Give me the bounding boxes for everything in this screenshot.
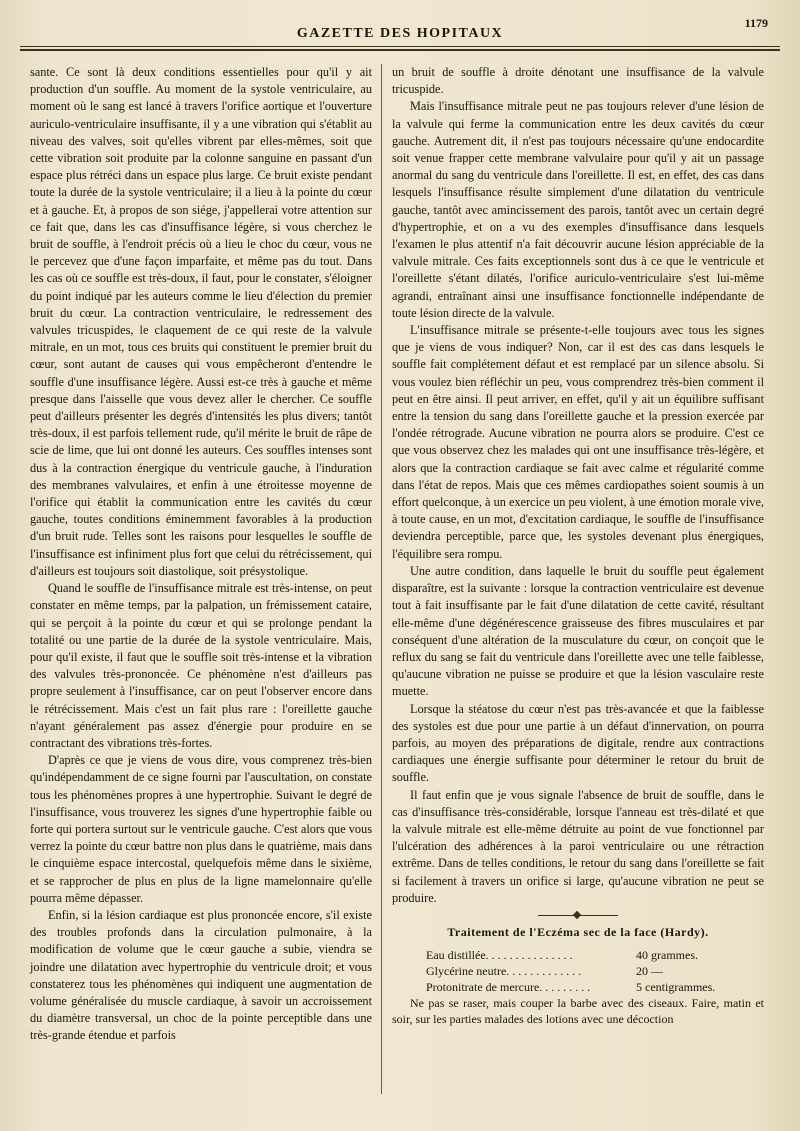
recipe-instructions: Ne pas se raser, mais couper la barbe avec des ciseaux. Faire, matin et soir, sur les parties malades des lotions avec une décoction [392,996,764,1027]
header-rule-top [20,46,780,47]
paragraph: Quand le souffle de l'insuffisance mitrale est très-intense, on peut constater en même temps, par la palpation, un frémissement cataire, qui se perçoit à la pointe du cœur et qui se prolonge pendant la totalité ou une partie de la durée de la systole ventriculaire. Mais, pour qu'il existe, il faut que le souffle soit très-intense et la vibration des valvules très-prononcée. Ce phénomène n'est d'ailleurs pas propre seulement à l'insuffisance, car on peut l'observer encore dans le rétrécissement. Mais c'est un fait plus rare : l'oreillette gauche n'ayant généralement pas assez d'énergie pour produire en se contractant des vibrations très-fortes. [30,581,372,750]
recipe-title: Traitement de l'Eczéma sec de la face (Hardy). [447,924,709,939]
recipe-ingredient: Protonitrate de mercure. . . . . . . . . [426,980,591,995]
paragraph: Mais l'insuffisance mitrale peut ne pas toujours relever d'une lésion de la valvule qui ferme la communication entre les deux cavités du cœur gauche. Autrement dit, il n'est pas toujours nécessaire qu'une endocardite soit venue frapper cette membrane valvulaire pour qu'il y ait un passage anormal du sang du ventricule dans l'oreillette. Il est, en effet, des cas dans lesquels l'insuffisance résulte simplement d'une dilatation du ventricule gauche, tantôt avec amincissement des parois, tantôt avec un certain degré d'hypertrophie, et on a vu des exemples d'insuffisance dans lesquels l'examen le plus attentif n'a fait découvrir aucune lésion appréciable de la valvule mitrale. Ces faits exceptionnels sont dus à ce que le ventricule et l'oreillette s'étant dilatés, l'orifice auriculo-ventriculaire s'est lui-même agrandi, entraînant ainsi une insuffisance fonctionnelle indépendante de toute lésion directe de la valvule. [392,99,764,320]
right-column [392,64,764,1027]
column-divider [381,64,382,1094]
page-header [20,10,780,50]
paragraph: Il faut enfin que je vous signale l'absence de bruit de souffle, dans le cas d'insuffisance très-considérable, lorsque l'anneau est très-dilaté et que la valvule mitrale est elle-même détruite au point de vue fonctionnel par l'ulcération des adhérences à la paroi ventriculaire ou une rétraction extrême. Dans de telles conditions, le retour du sang dans l'oreillette se fait si facilement à travers un orifice si large, qu'aucune vibration ne peut se produire. [392,787,764,905]
recipe-quantity: 20 — [636,964,663,979]
paragraph: sante. Ce sont là deux conditions essentielles pour qu'il y ait production d'un souffle. Au moment de la systole ventriculaire, au moment où le sang est lancé à travers l'orifice aortique et l'ouverture auriculo-ventriculaire insuffisante, il y a une vibration qui s'établit au niveau des valves, soit qu'elles vibrent par elles-mêmes, soit que cette vibration soit produite par la colonne sanguine en passant d'un espace plus rétréci dans un espace plus large. Ce bruit existe pendant toute la durée de la systole ventriculaire; il a lieu à la pointe du cœur et à gauche. Et, à propos de son siége, j'appellerai votre attention sur ce fait que, dans les cas d'insuffisance légère, si vous cherchez le bruit de souffle, à l'endroit précis où a lieu le choc du cœur, vous ne le percevez que d'une façon imparfaite, et même pas du tout. Dans les cas où ce souffle est très-doux, il faut, pour le constater, s'éloigner du point indiqué par les auteurs comme le lieu d'élection du premier bruit du cœur. La contraction ventriculaire, le redressement des valvules tricuspides, le claquement de ce qui reste de la valvule mitrale, en un mot, tous ces bruits qui constituent le premier bruit du cœur, sont autant de causes qui vous empêcheront d'entendre le souffle d'une insuffisance légère. Aussi est-ce très à gauche et même presque dans l'aisselle que vous devez aller le chercher. Ce souffle peut d'ailleurs présenter les degrés d'intensités les plus divers; tantôt très-doux, il est parfois tellement rude, qu'il mérite le bruit de râpe de scie de lime, que lui ont donné les auteurs. Ces souffles intenses sont dus à la contraction énergique du ventricule gauche, à l'induration des membranes valvulaires, et enfin à une étroitesse moyenne de l'orifice qui établit la communication entre les cavités du cœur gauche, toutes conditions éminemment favorables à la production d'un bruit rude. Telles sont les raisons pour lesquelles le souffle de l'insuffisance est infiniment plus fort que celui du rétrécissement, qui d'ailleurs est toujours soit diastolique, soit présystolique. [30,65,372,578]
recipe-item [392,979,764,995]
section-divider-ornament [538,915,618,916]
recipe-quantity: 40 grammes. [636,948,698,963]
recipe-ingredient: Eau distillée. . . . . . . . . . . . . . . [426,948,573,963]
journal-title: GAZETTE DES HOPITAUX [296,26,504,41]
paragraph: Lorsque la stéatose du cœur n'est pas très-avancée et que la faiblesse des systoles est due pour une partie à un défaut d'innervation, on pourra parfois, au moyen des préparations de digitale, rendre aux contractions cardiaques une énergie suffisante pour déterminer le retour du bruit de souffle. [392,701,764,785]
paragraph: L'insuffisance mitrale se présente-t-elle toujours avec tous les signes que je viens de vous indiquer? Non, car il est des cas dans lesquels le souffle fait complétement défaut et est remplacé par un silence absolu. Si vous voulez bien réfléchir un peu, vous comprendrez très-bien comment il peut en être ainsi. Il peut arriver, en effet, qu'il y ait un équilibre suffisant entre la tension du sang dans l'oreillette gauche et la pression exercée par l'ondée rétrograde. Aucune vibration ne pourra alors se produire. C'est ce que vous observez chez les malades qui ont une insuffisance très-légère, et alors que la contraction cardiaque se fait avec calme et régularité comme dans l'état de repos. Mais que ces mêmes cardiopathes soient soumis à un effort quelconque, à un exercice un peu violent, à une émotion morale vive, à toute cause, en un mot, d'excitation cardiaque, le souffle de l'insuffisance deviendra perceptible, parce que, les systoles devenant plus énergiques, l'équilibre sera rompu. [392,323,764,561]
left-column [30,64,372,1045]
paragraph: D'après ce que je viens de vous dire, vous comprenez très-bien qu'indépendamment de ce signe fourni par l'auscultation, on constate tous les phénomènes propres à une hypertrophie. Suivant le degré de l'insuffisance, vous trouverez les signes d'une hypertrophie faible ou forte qui portera surtout sur le ventricule gauche. C'est alors que vous verrez la pointe du cœur battre non plus dans le quatrième, mais dans le cinquième espace intercostal, quelquefois même dans le sixième, et se rapprocher de plus en plus de la ligne mamelonnaire qu'elle pourra même dépasser. [30,753,372,905]
paragraph: Enfin, si la lésion cardiaque est plus prononcée encore, s'il existe des troubles profonds dans la circulation pulmonaire, à la modification de volume que le cœur gauche a subie, viendra se joindre une dilatation avec hypertrophie du ventricule droit; et vous constaterez tous les phénomènes qui indiquent une augmentation de volume généralisée du muscle cardiaque, à savoir un accroissement du diamètre transversal, un choc de la pointe perceptible dans une très-grande étendue et parfois [30,907,372,1043]
paragraph: Une autre condition, dans laquelle le bruit du souffle peut également disparaître, est la suivante : lorsque la contraction ventriculaire est devenue tout à fait insuffisante par le fait d'une dilatation de cette cavité, résultant elle-même d'une dégénérescence graisseuse des fibres musculaires et par conséquent d'une altération de la musculature du cœur, on conçoit que le reflux du sang se fait du ventricule dans l'oreillette avec une telle faiblesse, qu'aucune vibration ne puisse se produire et que la lésion vasculaire reste muette. [392,563,764,699]
recipe-item [392,947,764,963]
header-rule-bottom [20,49,780,51]
recipe-quantity: 5 centigrammes. [636,980,716,995]
recipe-item [392,963,764,979]
page-number: 1179 [744,16,768,30]
paragraph: un bruit de souffle à droite dénotant une insuffisance de la valvule tricuspide. [392,65,764,97]
recipe-ingredient: Glycérine neutre. . . . . . . . . . . . . [426,964,582,979]
